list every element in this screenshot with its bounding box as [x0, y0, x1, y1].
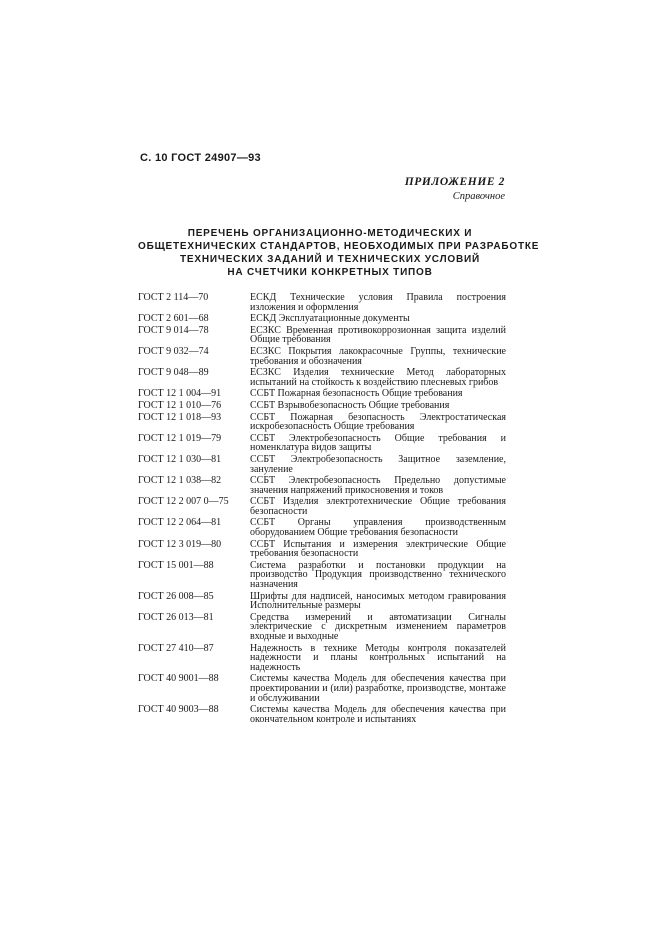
standard-code: ГОСТ 12 1 038—82: [138, 475, 222, 487]
title-line: НА СЧЕТЧИКИ КОНКРЕТНЫХ ТИПОВ: [227, 267, 433, 278]
standard-row: [138, 561, 506, 590]
standard-row: [138, 476, 506, 495]
standard-code: ГОСТ 12 2 007 0—75: [138, 496, 229, 508]
standard-code: ГОСТ 9 048—89: [138, 367, 209, 379]
title-line: ПЕРЕЧЕНЬ ОРГАНИЗАЦИОННО-МЕТОДИЧЕСКИХ И: [187, 228, 473, 239]
standard-code: ГОСТ 12 1 010—76: [138, 399, 222, 411]
standard-description: ССБТ Электробезопасность Защитное заземление, зануление: [250, 453, 506, 475]
standard-row: [138, 455, 506, 474]
standard-description: ЕСЗКС Временная противокоррозионная защита изделий Общие требования: [250, 324, 506, 346]
standard-row: [138, 592, 506, 611]
standard-row: [138, 705, 506, 724]
standard-row: [138, 434, 506, 453]
standard-description: Системы качества Модель для обеспечения качества при проектировании и (или) разработке, производстве, монтаже и обслуживании: [250, 673, 506, 704]
standard-code: ГОСТ 12 1 018—93: [138, 411, 222, 423]
standard-row: [138, 368, 506, 387]
standard-description: Системы качества Модель для обеспечения качества при окончательном контроле и испытаниях: [250, 704, 506, 725]
standard-description: ССБТ Пожарная безопасность Электростатическая искробезопасность Общие требования: [250, 411, 506, 433]
standard-code: ГОСТ 15 001—88: [138, 559, 214, 571]
standard-row: [138, 413, 506, 432]
standard-row: [138, 644, 506, 673]
standard-code: ГОСТ 27 410—87: [138, 642, 214, 654]
standard-code: ГОСТ 2 601—68: [138, 313, 209, 325]
standard-row: [138, 314, 506, 324]
standard-row: [138, 613, 506, 642]
appendix-block: [405, 176, 505, 202]
standard-code: ГОСТ 12 1 004—91: [138, 388, 222, 400]
standard-row: [138, 497, 506, 516]
standard-row: [138, 674, 506, 703]
title-line: ТЕХНИЧЕСКИХ ЗАДАНИЙ И ТЕХНИЧЕСКИХ УСЛОВИЙ: [180, 254, 480, 265]
standard-code: ГОСТ 26 013—81: [138, 611, 214, 623]
standard-description: ССБТ Электробезопасность Предельно допустимые значения напряжений прикосновения и токов: [250, 475, 506, 496]
standard-row: [138, 389, 506, 399]
standards-list: [138, 293, 506, 726]
standard-row: [138, 518, 506, 537]
standard-description: ЕСЗКС Покрытия лакокрасочные Группы, технические требования и обозначения: [250, 345, 506, 367]
standard-row: [138, 540, 506, 559]
standard-description: ССБТ Испытания и измерения электрические Общие требования безопасности: [250, 538, 506, 560]
standard-code: ГОСТ 12 1 019—79: [138, 432, 222, 444]
standard-code: ГОСТ 9 032—74: [138, 345, 209, 357]
standard-code: ГОСТ 12 2 064—81: [138, 517, 222, 529]
standard-description: Средства измерений и автоматизации Сигналы электрические с дискретным изменением параметров входные и выходные: [250, 611, 506, 642]
standard-description: Шрифты для надписей, наносимых методом гравирования Исполнительные размеры: [250, 590, 506, 612]
standard-code: ГОСТ 2 114—70: [138, 292, 209, 303]
standard-code: ГОСТ 12 1 030—81: [138, 453, 222, 465]
standard-description: ССБТ Взрывобезопасность Общие требования: [250, 399, 450, 411]
document-title: [138, 227, 540, 279]
standard-description: ССБТ Пожарная безопасность Общие требования: [250, 388, 463, 400]
standard-code: ГОСТ 40 9001—88: [138, 673, 219, 685]
standard-row: [138, 347, 506, 366]
standard-description: ССБТ Электробезопасность Общие требования и номенклатура видов защиты: [250, 432, 506, 454]
page-header: С. 10 ГОСТ 24907—93: [140, 152, 261, 164]
standard-row: [138, 326, 506, 345]
standard-code: ГОСТ 40 9003—88: [138, 704, 219, 716]
standard-description: ЕСКД Эксплуатационные документы: [250, 313, 410, 325]
title-line: ОБЩЕТЕХНИЧЕСКИХ СТАНДАРТОВ, НЕОБХОДИМЫХ ПРИ РАЗРАБОТКЕ: [138, 241, 540, 252]
standard-code: ГОСТ 9 014—78: [138, 324, 209, 336]
standard-description: ССБТ Изделия электротехнические Общие требования безопасности: [250, 496, 506, 517]
appendix-label: ПРИЛОЖЕНИЕ 2: [404, 176, 505, 188]
standard-row: [138, 401, 506, 411]
standard-description: ЕСЗКС Изделия технические Метод лабораторных испытаний на стойкость к воздействию плесневых грибов: [250, 367, 506, 388]
standard-description: ССБТ Органы управления производственным оборудованием Общие требования безопасности: [250, 517, 506, 539]
standard-description: Надежность в технике Методы контроля показателей надежности и планы контрольных испытаний на надежность: [250, 642, 506, 673]
standard-row: [138, 293, 506, 312]
standard-code: ГОСТ 26 008—85: [138, 590, 214, 602]
appendix-subtitle: Справочное: [452, 191, 505, 202]
standard-code: ГОСТ 12 3 019—80: [138, 538, 222, 550]
standard-description: ЕСКД Технические условия Правила построения изложения и оформления: [250, 292, 506, 313]
standard-description: Система разработки и постановки продукции на производство Продукция производственно технического назначения: [250, 559, 506, 591]
